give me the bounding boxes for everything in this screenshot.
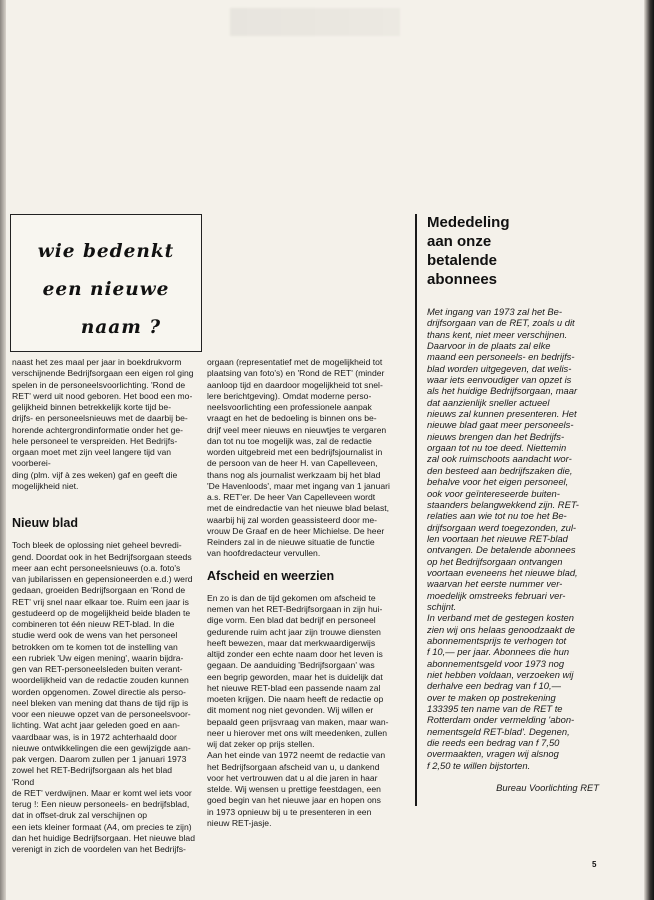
announcement-title: Mededeling aan onze betalende abonnees	[427, 214, 510, 288]
section-heading-afscheid: Afscheid en weerzien	[207, 568, 335, 583]
body-paragraph: Toch bleek de oplossing niet geheel bevredi- gend. Doordat ook in het Bedrijfsorgaan steeds meer aan echt personeelsnieuws (o.a. foto's van jubilarissen en gepensioneerden e.d.) werd gedaan, groeiden Bedrijfsorgaan en 'Rond de RET' vrij snel naar elkaar toe. Ruim een jaar is gestudeerd op de mogelijkheid beide bladen te combineren tot één nieuw RET-blad. In die studie werd ook de wens van het personeel betrokken om te komen tot de instelling van een rubriek 'Uw eigen mening', waarin bijdra- gen van RET-personeelsleden buiten verant- woordelijkheid van de redactie zouden kunnen worden opgenomen. Zowel directie als perso- neel bleken van mening dat thans de tijd rijp is voor een nieuwe opzet van de personeelsvoor- lichting. Wat acht jaar geleden goed en aan- vaardbaar was, is in 1972 achterhaald door nieuwe ontwikkelingen die een gewijzigde aan- pak vergen. Daarom zullen per 1 januari 1973 zowel het RET-Bedrijfsorgaan als het blad 'Rond de RET' verdwijnen. Maar er komt wel iets voor terug !: Een nieuw personeels- en bedrijfsblad, dat in offset-druk zal verschijnen op een iets kleiner formaat (A4, om precies te zijn) dan het huidige Bedrijfsorgaan. Het nieuwe blad verenigt in zich de voordelen van het Bedrijfs-	[12, 540, 195, 854]
intro-paragraph: naast het zes maal per jaar in boekdrukvorm verschijnende Bedrijfsorgaan een eigen rol ging spelen in de personeelsvoorlichting. 'Rond de RET' werd uit nood geboren. Het bood een mo- gelijkheid binnen betrekkelijk korte tijd be- drijfs- en personeelsnieuws met de daarbij be- horende achtergrondinformatie onder het ge- hele personeel te verspreiden. Het Bedrijfs- orgaan moet met zijn veel langere tijd van voorberei- ding (plm. vijf à zes weken) gaf en geeft die mogelijkheid niet.	[12, 357, 194, 491]
page-edge-shadow	[644, 0, 654, 900]
announcement-body	[427, 306, 599, 771]
headline-line-1: wie bedenkt	[37, 241, 175, 262]
announcement-divider	[415, 214, 417, 806]
headline-line-3: naam ?	[80, 317, 162, 338]
section-heading-nieuw-blad: Nieuw blad	[12, 516, 78, 530]
announcement-signature: Bureau Voorlichting RET	[496, 782, 599, 793]
intro-paragraph: orgaan (representatief met de mogelijkheid tot plaatsing van foto's) en 'Rond de RET' (minder aanloop tijd en daardoor mogelijkheid tot snel- lere berichtgeving). Omdat moderne perso- neelsvoorlichting een professionele aanpak vraagt en het de bedoeling is binnen ons be- drijf veel meer nieuws en nieuwtjes te vergaren dan tot nu toe mogelijk was, zal de redactie worden uitgebreid met een bedrijfsjournalist in de persoon van de heer H. van Capelleveen, thans nog als journalist werkzaam bij het blad 'De Havenloods', maar met ingang van 1 januari a.s. RET'er. De heer Van Capelleveen wordt met de eindredactie van het nieuwe blad belast, waarbij hij zal worden geassisteerd door me- vrouw De Graaf en de heer Michielse. De heer Reinders zal in de nieuwe situatie de functie van hoofdredacteur vervullen.	[207, 357, 390, 559]
article-column-2	[207, 357, 397, 829]
page-gutter-shadow	[0, 0, 6, 900]
announcement-paragraph-1: Met ingang van 1973 zal het Be- drijfsorgaan van de RET, zoals u dit thans kent, niet meer verschijnen. Daarvoor in de plaats zal elke maand een personeels- en bedrijfs- blad worden uitgegeven, dat welis- waar iets eenvoudiger van opzet is als het huidige Bedrijfsorgaan, maar dat aanzienlijk sneller actueel nieuws zal kunnen presenteren. Het nieuwe blad gaat meer personeels- nieuws brengen dan het Bedrijfs- orgaan tot nu toe deed. Niettemin zal ook ruimschoots aandacht wor- den besteed aan bedrijfszaken die, behalve voor het eigen personeel, ook voor geïntereseerde buiten- staanders belangwekkend zijn. RET- relaties aan wie tot nu toe het Be- drijfsorgaan werd toegezonden, zul- len voortaan het nieuwe RET-blad ontvangen. De betalende abonnees op het Bedrijfsorgaan ontvangen voortaan eveneens het nieuwe blad, waarvan het eerste nummer ver- moedelijk omstreeks februari ver- schijnt.	[427, 306, 579, 612]
bleed-through-shadow	[230, 8, 400, 36]
announcement-paragraph-2: In verband met de gestegen kosten zien wij ons helaas genoodzaakt de abonnementsprijs te verhogen tot f 10,— per jaar. Abonnees die hun abonnementsgeld voor 1973 nog niet hebben voldaan, verzoeken wij derhalve een bedrag van f 10,— over te maken op postrekening 133395 ten name van de RET te Rotterdam onder vermelding 'abon- nementsgeld RET-blad'. Degenen, die reeds een bedrag van f 7,50 overmaakten, vragen wij alsnog f 2,50 te willen bijstorten.	[427, 612, 576, 771]
body-paragraph: En zo is dan de tijd gekomen om afscheid te nemen van het RET-Bedrijfsorgaan in zijn hui- dige vorm. Een blad dat bedrijf en personeel gedurende ruim acht jaar zijn trouwe diensten heeft bewezen, maar dat merkwaardigerwijs altijd zonder een echte naam door het leven is gegaan. De aanduiding 'Bedrijfsorgaan' was een begrip geworden, maar het is duidelijk dat het nieuwe RET-blad een passende naam zal moeten krijgen. Die naam heeft de redactie op dit moment nog niet gevonden. Wij willen er bepaald geen prijsvraag van maken, maar wan- neer u hierover met ons wilt meedenken, zullen wij dat zeker op prijs stellen. Aan het einde van 1972 neemt de redactie van het Bedrijfsorgaan afscheid van u, u dankend voor het vertrouwen dat u al die jaren in haar stelde. Wij wensen u prettige feestdagen, een goed begin van het nieuwe jaar en hopen ons in 1973 opnieuw bij u te presenteren in een nieuw RET-jasje.	[207, 592, 389, 828]
headline-box	[10, 214, 202, 352]
article-column-1	[12, 357, 196, 855]
headline-line-2: een nieuwe	[42, 279, 170, 300]
page-number: 5	[592, 860, 597, 869]
